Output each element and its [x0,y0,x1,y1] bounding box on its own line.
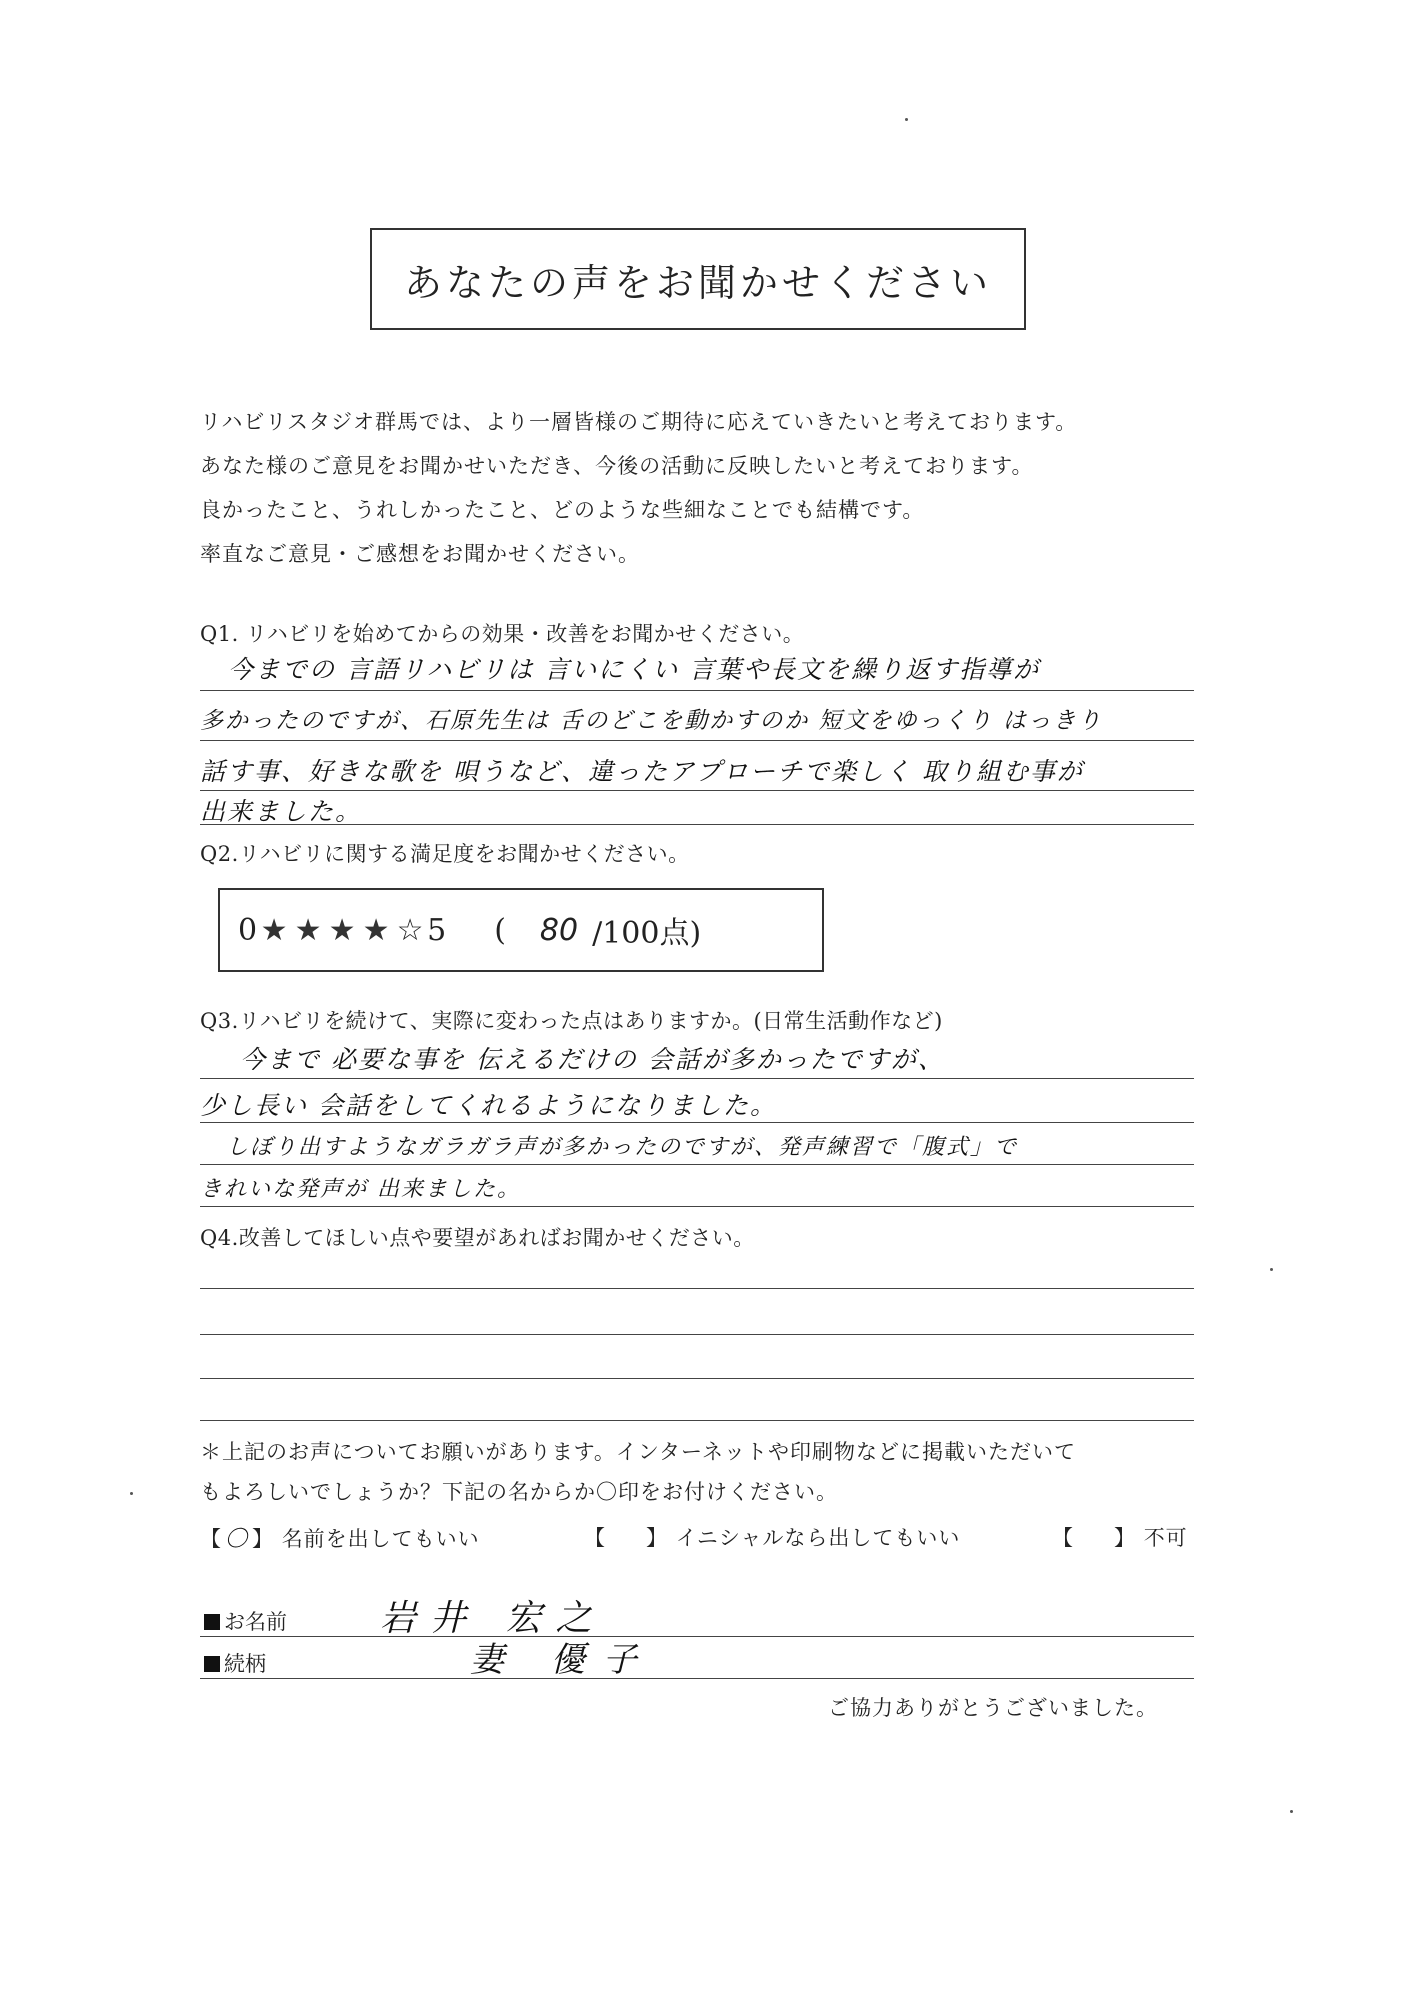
star-filled-icon: ★ [294,912,322,948]
consent-option-label: 不可 [1143,1526,1188,1550]
answer-rule [200,1164,1194,1165]
q1-answer-line: 今までの 言語リハビリは 言いにくい 言葉や長文を繰り返す指導が [228,655,1041,684]
answer-rule [200,1078,1194,1079]
answer-rule [200,1420,1194,1421]
answer-rule [200,824,1194,825]
q3-answer-line: しぼり出すようなガラガラ声が多かったのですが、発声練習で「腹式」で [226,1135,1019,1160]
star-filled-icon: ★ [328,912,356,948]
satisfaction-rating-box [218,888,824,972]
q3-answer-line: きれいな発声が 出来ました。 [200,1177,521,1202]
answer-rule [200,1378,1194,1379]
star-filled-icon: ★ [362,912,390,948]
scale-max: 5 [427,912,447,948]
consent-line: もよろしいでしょうか？下記の名からか〇印をお付けください。 [200,1480,838,1504]
scan-speck [1290,1810,1293,1813]
answer-rule [200,790,1194,791]
intro-line: 率直なご意見・ご感想をお聞かせください。 [200,542,640,566]
name-field-value: 岩井 宏之 [380,1598,606,1639]
consent-mark: 〇 [224,1527,249,1552]
score-suffix: /100点) [592,916,702,951]
intro-line: あなた様のご意見をお聞かせいただき、今後の活動に反映したいと考えております。 [200,454,1034,478]
scan-speck [905,118,908,121]
intro-line: リハビリスタジオ群馬では、より一層皆様のご期待に応えていきたいと考えております。 [200,410,1078,434]
q2-question: Q2.リハビリに関する満足度をお聞かせください。 [200,842,690,866]
consent-line: ＊上記のお声についてお願いがあります。インターネットや印刷物などに掲載いただいて [200,1440,1077,1464]
star-filled-icon: ★ [260,912,288,948]
scan-speck [130,1492,133,1495]
intro-line: 良かったこと、うれしかったこと、どのような些細なことでも結構です。 [200,498,925,522]
page-title-text: あなたの声をお聞かせください [403,260,992,305]
consent-option-initials[interactable]: 【 】 イニシャルなら出してもいい [584,1526,961,1550]
open-paren: ( [494,912,506,948]
scan-speck [1270,1268,1273,1271]
handwritten-score: 80 [539,912,579,948]
consent-option-name[interactable]: 【 〇 】 名前を出してもいい [200,1522,480,1553]
relation-field-label: 続柄 [204,1648,266,1678]
answer-rule [200,1122,1194,1123]
q3-answer-line: 少し長い 会話をしてくれるようになりました。 [200,1091,777,1120]
relation-field-value: 妻 優子 [470,1640,655,1680]
bullet-icon [204,1656,220,1672]
q4-question: Q4.改善してほしい点や要望があればお聞かせください。 [200,1226,755,1250]
answer-rule [200,690,1194,691]
consent-option-label: 名前を出してもいい [281,1527,480,1551]
q3-question: Q3.リハビリを続けて、実際に変わった点はありますか。(日常生活動作など) [200,1009,943,1033]
star-rating [257,913,427,948]
answer-rule [200,1288,1194,1289]
page-title [370,228,1026,330]
answer-rule [200,1334,1194,1335]
q3-answer-line: 今まで 必要な事を 伝えるだけの 会話が多かったですが、 [240,1045,945,1074]
answer-rule [200,740,1194,741]
q1-answer-line: 出来ました。 [200,797,363,826]
consent-option-label: イニシャルなら出してもいい [675,1526,961,1550]
relation-field-rule [200,1678,1194,1679]
name-field-label: お名前 [204,1606,287,1636]
star-empty-icon: ☆ [396,912,424,948]
q1-answer-line: 話す事、好きな歌を 唄うなど、違ったアプローチで楽しく 取り組む事が [200,757,1084,786]
bullet-icon [204,1614,220,1630]
name-field-rule [200,1636,1194,1637]
intro-text [200,400,1077,576]
consent-option-refuse[interactable]: 【 】 不可 [1052,1526,1188,1550]
q1-answer-line: 多かったのですが、石原先生は 舌のどこを動かすのか 短文をゆっくり はっきり [200,708,1103,734]
thanks-text: ご協力ありがとうございました。 [828,1696,1158,1720]
q1-question: Q1. リハビリを始めてからの効果・改善をお聞かせください。 [200,622,805,646]
scale-min: 0 [238,912,258,948]
answer-rule [200,1206,1194,1207]
